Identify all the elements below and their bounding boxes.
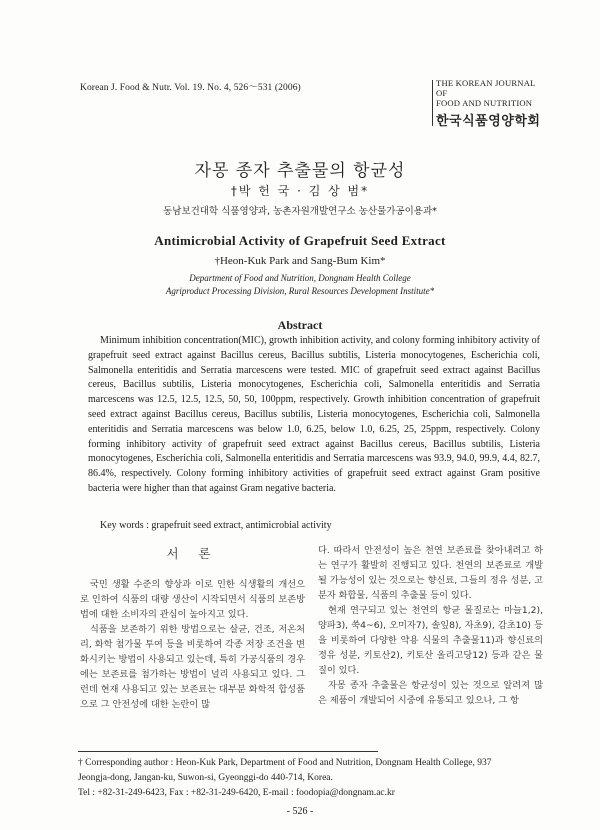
title-english: Antimicrobial Activity of Grapefruit Seed Extract [154, 233, 446, 248]
authors-english: †Heon-Kuk Park and Sang-Bum Kim* [214, 255, 386, 267]
affiliation-english [0, 272, 600, 298]
paragraph: 식품을 보존하기 위한 방법으로는 살균, 건조, 저온처리, 화학 첨가물 투여 등을 비롯하여 각종 저장 조건을 변화시키는 방법이 사용되고 있는데, 특히 가공식품의 경우에는 보존료를 첨가하는 방법이 널리 사용되고 있다. 그런데 현재 사용되고 있는 보존료는 대부분 화학적 합성품으로 그 안전성에 대한 논란이 많 [80, 624, 305, 710]
journal-name-en-line1: THE KOREAN JOURNAL OF [436, 78, 536, 98]
paragraph: 국민 생활 수준의 향상과 이로 인한 식생활의 개선으로 인하여 식품의 대량 생산이 시작되면서 식품의 보존방법에 대한 소비자의 관심이 높아지고 있다. [80, 579, 305, 620]
affiliation-english-1: Department of Food and Nutrition, Dongnam Health College [189, 273, 411, 283]
body-column-right [318, 543, 543, 708]
footnote-line: Jeongja-dong, Jangan-ku, Suwon-si, Gyeonggi-do 440-714, Korea. [78, 773, 333, 783]
journal-logo-block [436, 78, 548, 129]
section-heading-introduction: 서 론 [166, 546, 219, 561]
journal-name-en-line2: FOOD AND NUTRITION [436, 98, 533, 108]
footnote-line: Tel : +82-31-249-6423, Fax : +82-31-249-6420, E-mail : foodopia@dongnam.ac.kr [78, 788, 395, 798]
paragraph: 자몽 종자 추출물은 항균성이 있는 것으로 알려져 많은 제품이 개발되어 시중에 유통되고 있으나, 그 항 [318, 680, 543, 706]
journal-citation: Korean J. Food & Nutr. Vol. 19. No. 4, 526～531 (2006) [80, 83, 301, 93]
page-number: - 526 - [286, 806, 314, 817]
authors-korean: †박 헌 국 · 김 상 범* [230, 184, 370, 198]
affiliation-english-2: Agriproduct Processing Division, Rural Resources Development Institute* [165, 286, 435, 296]
journal-divider [432, 80, 433, 126]
affiliation-korean: 동남보건대학 식품영양과, 농촌자원개발연구소 농산물가공이용과* [163, 206, 437, 217]
body-column-left [80, 546, 305, 712]
paragraph: 다. 따라서 안전성이 높은 천연 보존료를 찾아내려고 하는 연구가 활발히 진행되고 있다. 천연의 보존료로 개발될 가능성이 있는 것으로는 향신료, 그들의 정유 성분, 고분자 화합물, 식품의 추출물 등이 있다. [318, 545, 543, 601]
footnote-corresponding-author [78, 756, 548, 801]
abstract-body: Minimum inhibition concentration(MIC), growth inhibition activity, and colony forming inhibitory activity of grapefruit seed extract against Bacillus cereus, Bacillus subtilis, Listeria monocytogenes, Escherichia coli, Salmonella enteritidis and Serratia marcescens were tested. MIC of grapefruit seed extract against Bacillus cereus, Bacillus subtilis, Listeria monocytogenes, Escherichia coli, Salmonella enteritidis and Serratia marcescens was 12.5, 12.5, 12.5, 50, 50, 100ppm, respectively. Growth inhibition concentration of grapefruit seed extract against Bacillus cereus, Bacillus subtilis, Listeria monocytogenes, Escherichia coli, Salmonella enteritidis and Serratia marcescens was below 1.0, 6.25, below 1.0, 6.25, 25, 25ppm, respectively. Colony forming inhibitory activity of grapefruit seed extract against Bacillus cereus, Bacillus subtilis, Listeria monocytogenes, Escherichia coli, Salmonella enteritidis and Serratia marcescens was 93.9, 94.0, 99.9, 4.4, 82.7, 86.4%, respectively. Colony forming inhibitory activities of grapefruit seed extract against Gram positive bacteria were higher than that against Gram negative bacteria. [88, 335, 540, 494]
journal-name-ko: 한국식품영양학회 [436, 114, 541, 129]
paragraph: 현재 연구되고 있는 천연의 항균 물질로는 마늘1,2), 양파3), 쑥4~6), 오미자7), 솔잎8), 자초9), 감초10) 등을 비롯하여 다양한 약용 식물의 추출물11)과 향신료의 정유 성분, 키토산2), 키토산 올리고당12) 등과 같은 물질이 있다. [318, 605, 543, 676]
footnote-line: † Corresponding author : Heon-Kuk Park, Department of Food and Nutrition, Dongnam Health College, 937 [78, 758, 492, 768]
keywords: Key words : grapefruit seed extract, antimicrobial activity [100, 520, 332, 531]
abstract-heading: Abstract [277, 318, 323, 332]
footnote-divider [78, 751, 378, 752]
title-korean: 자몽 종자 추출물의 항균성 [194, 161, 406, 181]
